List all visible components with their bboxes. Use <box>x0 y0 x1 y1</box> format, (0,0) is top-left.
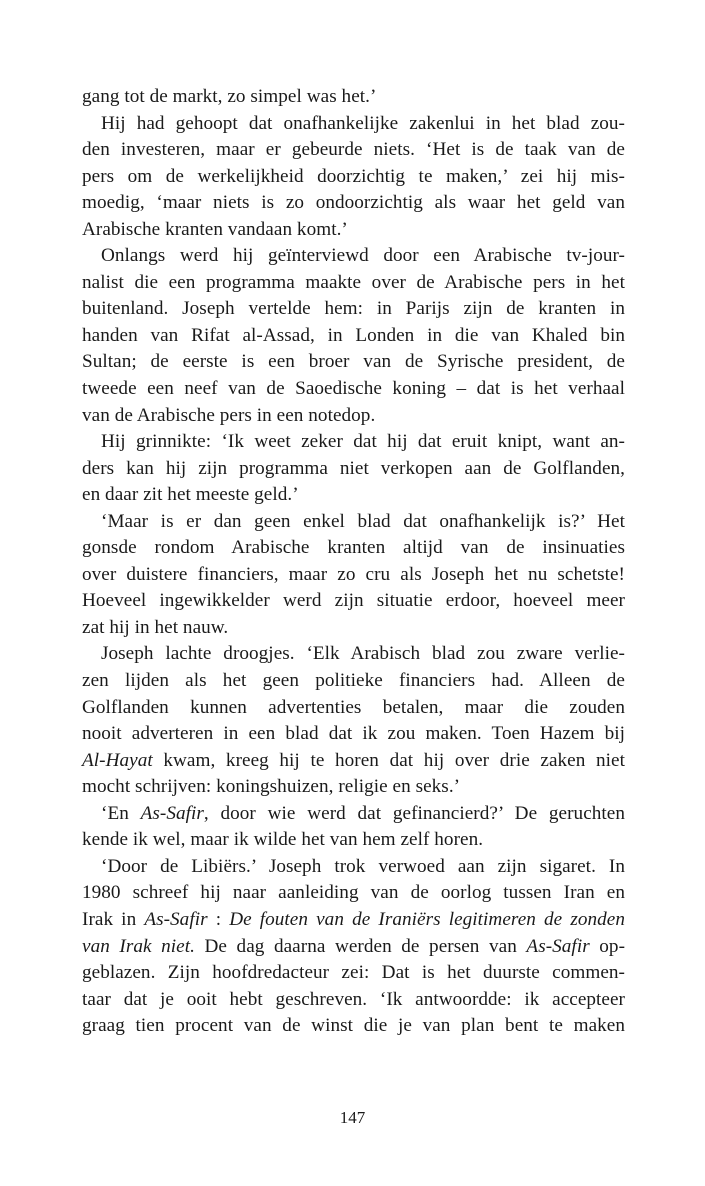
text-segment: , door wie werd dat gefinancierd?’ De geruchten <box>203 802 625 824</box>
text-segment: zat hij in het nauw. <box>82 616 229 638</box>
text-segment: den investeren, maar er gebeurde niets. ‘Het is de taak van de <box>82 139 625 161</box>
text-segment: Hij had gehoopt dat onafhankelijke zakenlui in het blad zou- <box>101 112 625 134</box>
italic-text: Al-Hayat <box>82 749 153 771</box>
text-segment: Hij grinnikte: ‘Ik weet zeker dat hij dat eruit knipt, want an- <box>101 431 625 453</box>
text-segment: ‘Maar is er dan geen enkel blad dat onafhankelijk is?’ Het <box>101 510 625 532</box>
paragraph-first-line <box>82 243 625 270</box>
italic-text: As-Safir <box>144 908 208 930</box>
text-segment: Arabische kranten vandaan komt.’ <box>82 218 348 240</box>
text-line <box>82 615 625 642</box>
text-segment: geblazen. Zijn hoofdredacteur zei: Dat is het duurste commen- <box>82 962 625 984</box>
text-line <box>82 403 625 430</box>
italic-text: van Irak niet. <box>82 935 195 957</box>
text-line <box>82 217 625 244</box>
paragraph-first-line <box>82 801 625 828</box>
text-line <box>82 349 625 376</box>
text-segment: Onlangs werd hij geïnterviewd door een Arabische tv-jour- <box>101 245 625 267</box>
text-line <box>82 456 625 483</box>
text-segment: nalist die een programma maakte over de Arabische pers in het <box>82 271 625 293</box>
text-line <box>82 934 625 961</box>
text-line <box>82 907 625 934</box>
text-line <box>82 748 625 775</box>
paragraph-first-line <box>82 509 625 536</box>
text-segment: Golflanden kunnen advertenties betalen, maar die zouden <box>82 696 625 718</box>
text-line <box>82 774 625 801</box>
paragraph-first-line <box>82 429 625 456</box>
text-segment: moedig, ‘maar niets is zo ondoorzichtig als waar het geld van <box>82 192 625 214</box>
text-line <box>82 668 625 695</box>
text-line <box>82 137 625 164</box>
paragraph-first-line <box>82 854 625 881</box>
text-segment: kwam, kreeg hij te horen dat hij over drie zaken niet <box>152 749 625 771</box>
body-text <box>82 84 625 1040</box>
text-line <box>82 535 625 562</box>
text-segment: buitenland. Joseph vertelde hem: in Parijs zijn de kranten in <box>82 298 625 320</box>
text-segment: Hoeveel ingewikkelder werd zijn situatie erdoor, hoeveel meer <box>82 590 625 612</box>
text-segment: 1980 schreef hij naar aanleiding van de oorlog tussen Iran en <box>82 882 625 904</box>
italic-text: De fouten van de Iraniërs legitimeren de zonden <box>229 908 625 930</box>
text-segment: ders kan hij zijn programma niet verkopen aan de Golflanden, <box>82 457 625 479</box>
text-line <box>82 323 625 350</box>
text-segment: kende ik wel, maar ik wilde het van hem zelf horen. <box>82 829 484 851</box>
text-segment: ‘Door de Libiërs.’ Joseph trok verwoed aan zijn sigaret. In <box>101 855 625 877</box>
text-line <box>82 84 625 111</box>
text-line <box>82 1013 625 1040</box>
text-segment: op- <box>589 935 626 957</box>
text-segment: Joseph lachte droogjes. ‘Elk Arabisch blad zou zware verlie- <box>101 643 625 665</box>
text-segment: taar dat je ooit hebt geschreven. ‘Ik antwoordde: ik accepteer <box>82 988 625 1010</box>
text-line <box>82 270 625 297</box>
paragraph-first-line <box>82 641 625 668</box>
text-segment: mocht schrijven: koningshuizen, religie en seks.’ <box>82 776 461 798</box>
text-segment: gang tot de markt, zo simpel was het.’ <box>82 86 377 107</box>
text-segment: pers om de werkelijkheid doorzichtig te maken,’ zei hij mis- <box>82 165 625 187</box>
text-line <box>82 562 625 589</box>
text-line <box>82 190 625 217</box>
text-line <box>82 296 625 323</box>
text-segment: nooit adverteren in een blad dat ik zou maken. Toen Hazem bij <box>82 723 625 745</box>
text-segment: tweede een neef van de Saoedische koning – dat is het verhaal <box>82 378 625 400</box>
text-line <box>82 987 625 1014</box>
text-segment: over duistere financiers, maar zo cru als Joseph het nu schetste! <box>82 563 625 585</box>
text-segment: zen lijden als het geen politieke financiers had. Alleen de <box>82 670 625 692</box>
page-number: 147 <box>339 1108 366 1127</box>
text-segment: Sultan; de eerste is een broer van de Syrische president, de <box>82 351 625 373</box>
italic-text: As-Safir <box>526 935 590 957</box>
text-segment: graag tien procent van de winst die je van plan bent te maken <box>82 1015 625 1037</box>
text-line <box>82 588 625 615</box>
text-segment: De dag daarna werden de persen van <box>194 935 527 957</box>
text-line <box>82 827 625 854</box>
text-line <box>82 960 625 987</box>
text-line <box>82 880 625 907</box>
text-line <box>82 376 625 403</box>
text-segment: van de Arabische pers in een notedop. <box>82 404 376 426</box>
text-segment: en daar zit het meeste geld.’ <box>82 484 299 506</box>
italic-text: As-Safir <box>140 802 204 824</box>
text-segment: Irak in <box>82 908 145 930</box>
text-segment: ‘En <box>101 802 141 824</box>
text-segment: : <box>207 908 230 930</box>
text-line <box>82 695 625 722</box>
text-segment: handen van Rifat al-Assad, in Londen in die van Khaled bin <box>82 324 625 346</box>
text-line <box>82 482 625 509</box>
text-segment: gonsde rondom Arabische kranten altijd van de insinuaties <box>82 537 625 559</box>
text-line <box>82 164 625 191</box>
paragraph-first-line <box>82 111 625 138</box>
text-line <box>82 721 625 748</box>
